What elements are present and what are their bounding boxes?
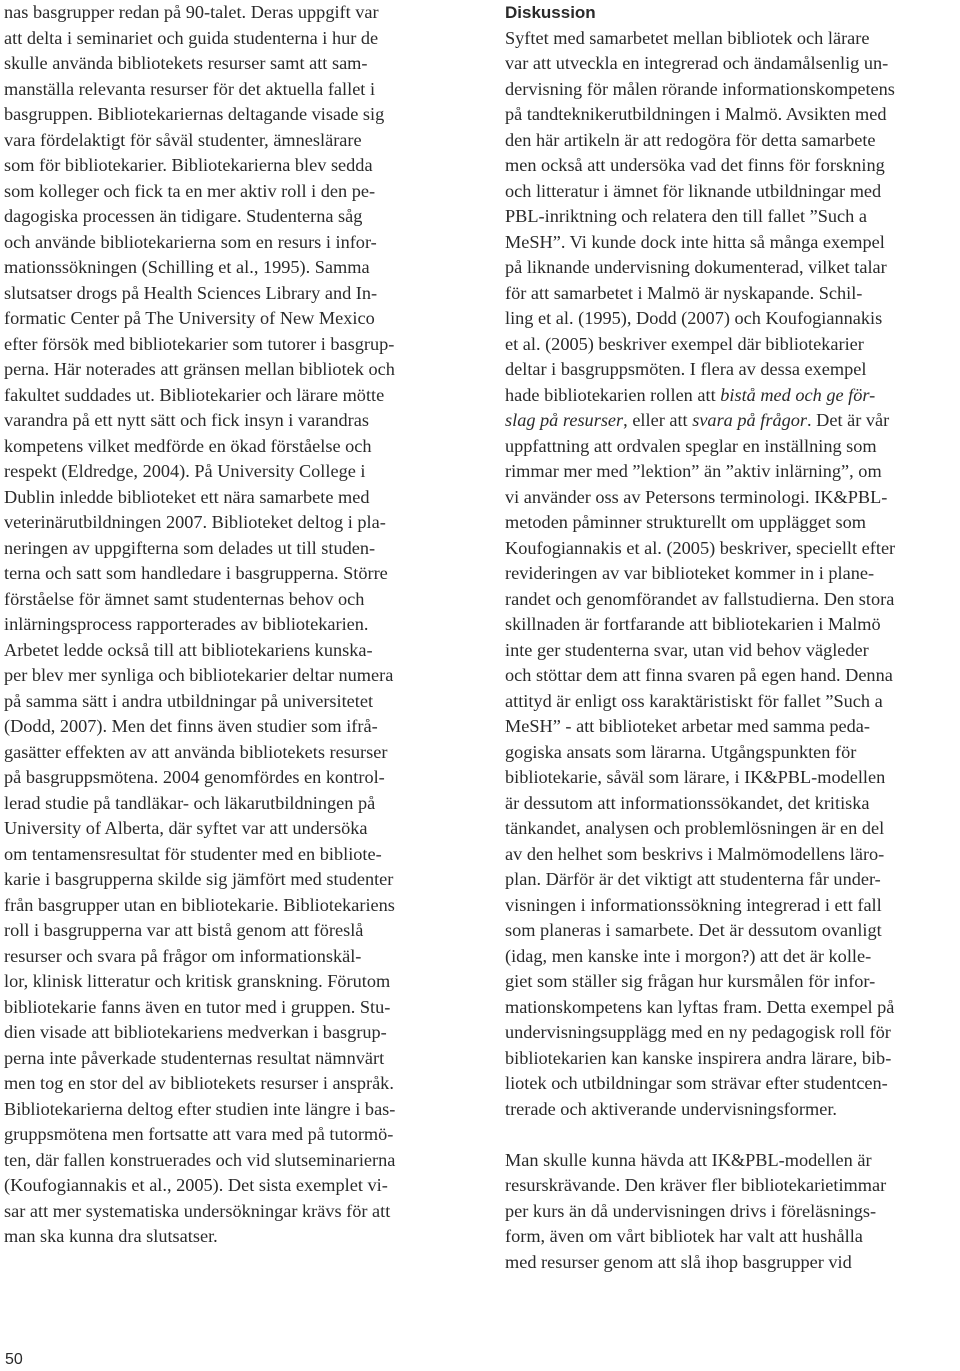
text-line: dagogiska processen än tidigare. Studenterna såg (4, 206, 363, 226)
text-line: resurskrävande. Den kräver fler bibliotekarietimmar (505, 1175, 887, 1195)
text-segment: PBL-inriktning och relatera den till fallet ”Such a (505, 206, 867, 226)
text-line (505, 1046, 957, 1072)
text-line (505, 638, 957, 664)
text-segment: . Det är vår (806, 410, 890, 430)
italic-text: svara på frågor (692, 410, 807, 430)
text-line: som för bibliotekarier. Bibliotekarierna blev sedda (4, 155, 373, 175)
text-line (505, 740, 957, 766)
text-line: terna och satt som handledare i basgrupperna. Större (4, 563, 388, 583)
text-line: perna. Här noterades att gränsen mellan bibliotek och (4, 359, 395, 379)
text-line (505, 408, 957, 434)
text-segment: deltar i basgruppsmöten. I flera av dessa exempel (505, 359, 867, 379)
text-line (505, 332, 957, 358)
text-segment: MeSH”. Vi kunde dock inte hitta så många exempel (505, 231, 885, 252)
text-segment: MeSH” - att biblioteket arbetar med samma peda- (505, 716, 870, 736)
text-line (505, 485, 957, 511)
text-segment: av den helhet som beskrivs i Malmömodellens läro- (505, 843, 885, 864)
text-segment: är dessutom att informationssökandet, det kritiska (505, 792, 870, 813)
text-segment: Koufogiannakis et al. (2005) beskriver, speciellt efter (505, 537, 896, 558)
text-segment: ling et al. (1995), Dodd (2007) och Koufogiannakis (505, 308, 883, 328)
text-line: på basgruppsmötena. 2004 genomfördes en kontrol- (4, 767, 385, 787)
text-line: veterinärutbildningen 2007. Biblioteket deltog i pla- (4, 512, 386, 532)
text-line (505, 969, 957, 995)
text-line: lor, klinisk litteratur och kritisk granskning. Förutom (4, 971, 391, 991)
text-segment: dervisning för målen rörande informationskompetens (505, 78, 895, 99)
text-segment: et al. (2005) beskriver exempel där bibliotekarier (505, 333, 864, 354)
text-segment: bibliotekarie, såväl som lärare, i IK&PBL-modellen (505, 767, 886, 787)
text-line (505, 102, 957, 128)
text-line: från basgrupper utan en bibliotekarie. Bibliotekariens (4, 894, 395, 915)
text-line (505, 1097, 957, 1123)
text-line: basgruppen. Bibliotekariernas deltagande visade sig (4, 104, 385, 124)
text-segment: , eller att (623, 410, 693, 430)
discussion-paragraph-2 (505, 1148, 957, 1276)
text-line: inlärningsprocess rapporterades av bibliotekarien. (4, 614, 369, 634)
text-segment: undervisningsupplägg med en ny pedagogisk roll för (505, 1022, 891, 1042)
text-line: (Dodd, 2007). Men det finns även studier som ifrå- (4, 716, 378, 736)
text-line: resurser och svara på frågor om informationskäl- (4, 945, 362, 966)
text-segment: mationskompetens kan lyftas fram. Detta exempel på (505, 996, 895, 1017)
text-line: manställa relevanta resurser för det aktuella fallet i (4, 78, 376, 99)
text-segment: inte ger studenterna svar, utan vid behov vägleder (505, 639, 869, 660)
text-line (505, 663, 957, 689)
text-segment: men också att undersöka vad det finns för forskning (505, 155, 885, 175)
text-line (505, 153, 957, 179)
text-line: neringen av uppgifterna som delades ut till studen- (4, 537, 376, 558)
text-line: karie i basgrupperna skilde sig jämfört med studenter (4, 869, 394, 889)
text-segment: hade bibliotekarien rollen att (505, 384, 721, 405)
text-line: om tentamensresultat för studenter med en bibliote- (4, 843, 382, 864)
text-line (505, 459, 957, 485)
text-line: per kurs än då undervisningen drivs i föreläsnings- (505, 1200, 877, 1221)
text-line: på samma sätt i andra utbildningar på universitetet (4, 690, 374, 711)
text-line (505, 1020, 957, 1046)
text-segment: och stöttar dem att finna svaren på egen hand. Denna (505, 665, 893, 685)
text-line: gruppsmötena men fortsatte att vara med på tutormö- (4, 1124, 394, 1144)
text-line (505, 179, 957, 205)
section-heading: Diskussion (505, 3, 596, 22)
text-line: slutsatser drogs på Health Sciences Library and In- (4, 282, 378, 303)
text-segment: liotek och utbildningar som strävar efter studentcen- (505, 1073, 888, 1093)
text-line (505, 510, 957, 536)
text-line (505, 765, 957, 791)
text-line: kompetens vilket medförde en ökad förståelse och (4, 435, 372, 456)
text-line (505, 689, 957, 715)
text-line (505, 1071, 957, 1097)
text-line: sar att mer systematiska undersökningar krävs för att (4, 1200, 391, 1221)
text-line: nas basgrupper redan på 90-talet. Deras uppgift var (4, 2, 379, 22)
text-segment: gogiska ansats som lärarna. Utgångspunkten för (505, 741, 857, 762)
text-line (505, 204, 957, 230)
text-segment: och litteratur i ämnet för liknande utbildningar med (505, 180, 882, 201)
text-line (505, 612, 957, 638)
text-line (505, 77, 957, 103)
text-line: Arbetet ledde också till att bibliotekariens kunska- (4, 639, 373, 660)
text-segment: bibliotekarien kan kanske inspirera andra lärare, bib- (505, 1047, 892, 1068)
text-line: University of Alberta, där syftet var att undersöka (4, 818, 368, 838)
text-line: dien visade att bibliotekariens medverkan i basgrup- (4, 1022, 387, 1042)
text-segment: giet som ställer sig frågan hur kursmålen för infor- (505, 971, 876, 991)
text-segment: för att samarbetet i Malmö är nyskapande. Schil- (505, 282, 863, 303)
text-line (505, 255, 957, 281)
text-segment: metoden påminner strukturellt om upplägget som (505, 512, 866, 532)
text-segment: den här artikeln är att redogöra för detta samarbete (505, 129, 876, 150)
paragraph-gap (505, 1122, 957, 1148)
text-segment: skillnaden är fortfarande att bibliotekarien i Malmö (505, 614, 881, 634)
text-line (505, 434, 957, 460)
text-line: lerad studie på tandläkar- och läkarutbildningen på (4, 792, 376, 813)
text-line: att delta i seminariet och guida studenterna i hur de (4, 27, 379, 48)
text-line: varandra på ett nytt sätt och fick insyn i varandras (4, 410, 369, 430)
text-line: ten, där fallen konstruerades och vid slutseminarierna (4, 1149, 396, 1170)
text-line (505, 26, 957, 52)
text-line: per blev mer synliga och bibliotekarier deltar numera (4, 665, 394, 685)
text-segment: på tandteknikerutbildningen i Malmö. Avsikten med (505, 104, 887, 124)
text-segment: rimmar mer med ”lektion” än ”aktiv inlärning”, om (505, 461, 882, 481)
text-line (505, 918, 957, 944)
text-segment: plan. Därför är det viktigt att studenterna får under- (505, 869, 881, 889)
text-segment: var att utveckla en integrerad och ändamålsenlig un- (505, 53, 889, 73)
text-line: och använde bibliotekarierna som en resurs i infor- (4, 231, 377, 252)
text-line (505, 51, 957, 77)
text-line: vara fördelaktigt för såväl studenter, ämneslärare (4, 129, 362, 150)
text-line (505, 893, 957, 919)
text-line (505, 306, 957, 332)
text-line (505, 791, 957, 817)
text-line: man ska kunna dra slutsatser. (4, 1226, 218, 1246)
text-segment: revideringen av var biblioteket kommer in i plane- (505, 563, 875, 583)
text-line (505, 714, 957, 740)
right-column (505, 0, 957, 1275)
text-segment: randet och genomförandet av fallstudierna. Den stora (505, 588, 895, 609)
text-line: men tog en stor del av bibliotekets resurser i anspråk. (4, 1073, 394, 1093)
text-segment: attityd är enligt oss karaktäristiskt för fallet ”Such a (505, 690, 883, 711)
text-line: Bibliotekarierna deltog efter studien inte längre i bas- (4, 1098, 396, 1119)
text-line: efter försök med bibliotekarier som tutorer i basgrup- (4, 333, 395, 354)
page-number: 50 (5, 1351, 23, 1368)
text-line: form, även om vårt bibliotek har valt att hushålla (505, 1226, 863, 1246)
text-line (505, 230, 957, 256)
text-line: som kolleger och fick ta en mer aktiv roll i den pe- (4, 180, 376, 201)
text-segment: visningen i informationssökning integrerad i ett fall (505, 894, 882, 915)
italic-text: bistå med och ge för- (720, 384, 876, 405)
text-line (505, 536, 957, 562)
text-line: mationssökningen (Schilling et al., 1995). Samma (4, 257, 370, 277)
text-line: (Koufogiannakis et al., 2005). Det sista exemplet vi- (4, 1175, 388, 1195)
text-line: perna inte påverkade studenternas resultat nämnvärt (4, 1047, 385, 1068)
text-line (505, 867, 957, 893)
italic-text: slag på resurser (505, 410, 624, 430)
left-column (4, 0, 462, 1250)
text-line (505, 128, 957, 154)
text-line (505, 281, 957, 307)
text-line (505, 944, 957, 970)
text-line: respekt (Eldredge, 2004). På University College i (4, 461, 366, 481)
text-line (505, 383, 957, 409)
text-segment: Syftet med samarbetet mellan bibliotek och lärare (505, 27, 870, 48)
text-segment: som planeras i samarbete. Det är dessutom ovanligt (505, 920, 882, 940)
text-line (505, 587, 957, 613)
text-line: roll i basgrupperna var att bistå genom att föreslå (4, 920, 364, 940)
text-line: Man skulle kunna hävda att IK&PBL-modellen är (505, 1149, 872, 1170)
text-line: gasätter effekten av att använda bibliotekets resurser (4, 741, 388, 762)
text-line: bibliotekarie fanns även en tutor med i gruppen. Stu- (4, 996, 391, 1017)
text-segment: uppfattning att ordvalen speglar en inställning som (505, 435, 877, 456)
text-segment: på liknande undervisning dokumenterad, vilket talar (505, 257, 887, 277)
discussion-paragraph-1 (505, 26, 957, 1123)
text-line (505, 842, 957, 868)
text-line (505, 816, 957, 842)
text-line (505, 561, 957, 587)
text-line: förståelse för ämnet samt studenternas behov och (4, 588, 365, 609)
text-line: fakultet suddades ut. Bibliotekarier och lärare mötte (4, 384, 385, 405)
text-line (505, 995, 957, 1021)
text-segment: tänkandet, analysen och problemlösningen är en del (505, 818, 885, 838)
text-line (505, 357, 957, 383)
text-segment: trerade och aktiverande undervisningsformer. (505, 1098, 837, 1119)
text-segment: vi använder oss av Petersons terminologi. IK&PBL- (505, 486, 888, 507)
text-line: formatic Center på The University of New Mexico (4, 308, 375, 328)
text-segment: (idag, men kanske inte i morgon?) att det är kolle- (505, 945, 872, 966)
text-line: med resurser genom att slå ihop basgrupper vid (505, 1251, 852, 1272)
text-line: skulle använda bibliotekets resurser samt att sam- (4, 53, 368, 73)
text-line: Dublin inledde biblioteket ett nära samarbete med (4, 486, 370, 507)
